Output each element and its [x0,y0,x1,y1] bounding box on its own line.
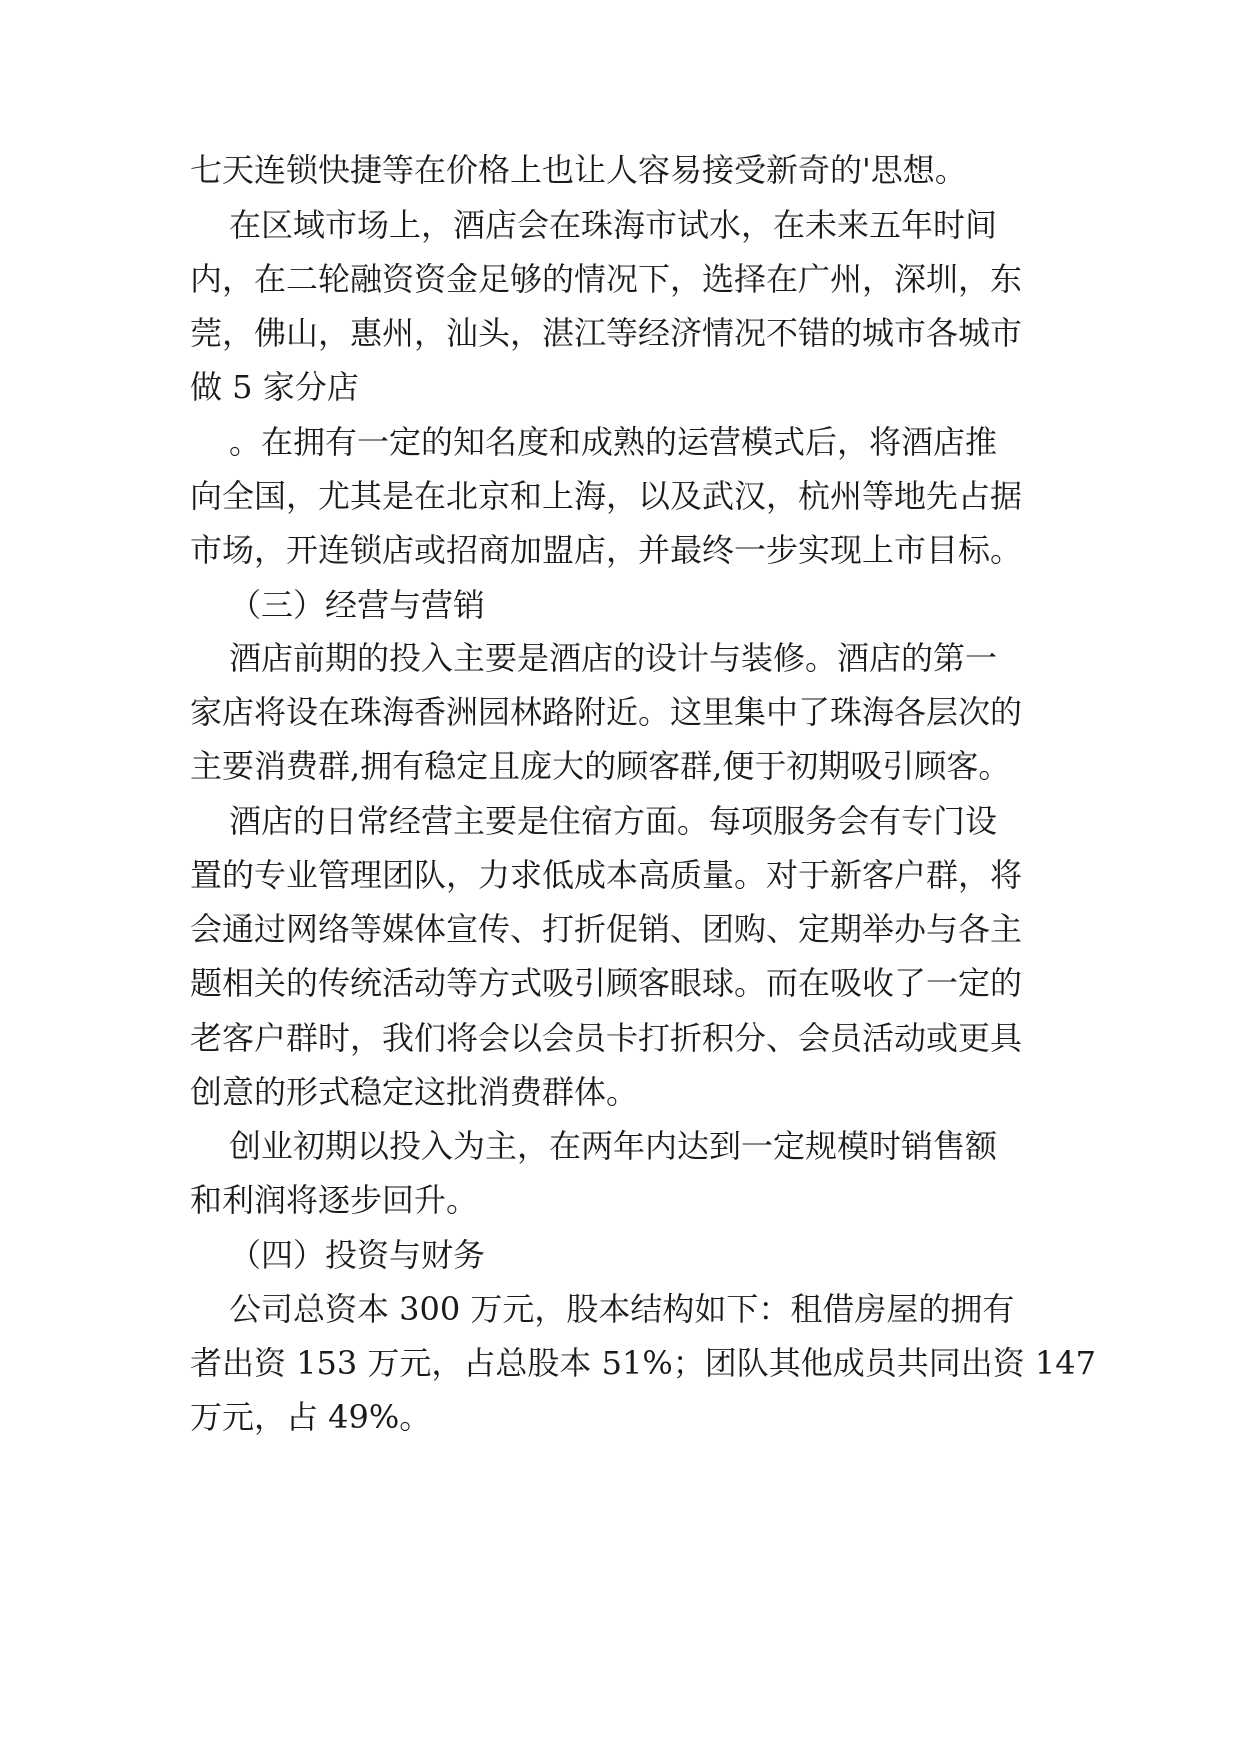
text-line: 在区域市场上，酒店会在珠海市试水，在未来五年时间 [229,206,998,244]
text-line: 题相关的传统活动等方式吸引顾客眼球。而在吸收了一定的 [190,964,1023,1002]
text-line: 向全国，尤其是在北京和上海，以及武汉，杭州等地先占据 [190,477,1023,515]
text-line: 七天连锁快捷等在价格上也让人容易接受新奇的'思想。 [190,151,967,189]
text-line: 万元，占 49%。 [190,1398,432,1436]
text-line: 公司总资本 300 万元，股本结构如下：租借房屋的拥有 [229,1290,1015,1328]
text-line: 做 5 家分店 [190,368,359,406]
text-line: 会通过网络等媒体宣传、打折促销、团购、定期举办与各主 [190,910,1023,948]
text-line: 置的专业管理团队，力求低成本高质量。对于新客户群，将 [190,856,1023,894]
text-line: 创意的形式稳定这批消费群体。 [190,1073,639,1111]
text-line: 酒店的日常经营主要是住宿方面。每项服务会有专门设 [229,802,998,840]
text-line: 酒店前期的投入主要是酒店的设计与装修。酒店的第一 [229,639,998,677]
text-line: 内，在二轮融资资金足够的情况下，选择在广州，深圳，东 [190,260,1023,298]
text-line: 创业初期以投入为主，在两年内达到一定规模时销售额 [229,1127,998,1165]
text-line: 主要消费群,拥有稳定且庞大的顾客群,便于初期吸引顾客。 [190,747,1011,785]
section-heading: （四）投资与财务 [229,1236,486,1274]
text-line: 者出资 153 万元，占总股本 51%；团队其他成员共同出资 147 [190,1344,1096,1382]
text-line: 老客户群时，我们将会以会员卡打折积分、会员活动或更具 [190,1019,1023,1057]
text-line: 家店将设在珠海香洲园林路附近。这里集中了珠海各层次的 [190,693,1023,731]
text-line: 。在拥有一定的知名度和成熟的运营模式后，将酒店推 [229,423,998,461]
text-line: 市场，开连锁店或招商加盟店，并最终一步实现上市目标。 [190,531,1023,569]
text-line: 莞，佛山，惠州，汕头，湛江等经济情况不错的城市各城市 [190,314,1023,352]
text-line: 和利润将逐步回升。 [190,1181,479,1219]
section-heading: （三）经营与营销 [229,586,486,624]
